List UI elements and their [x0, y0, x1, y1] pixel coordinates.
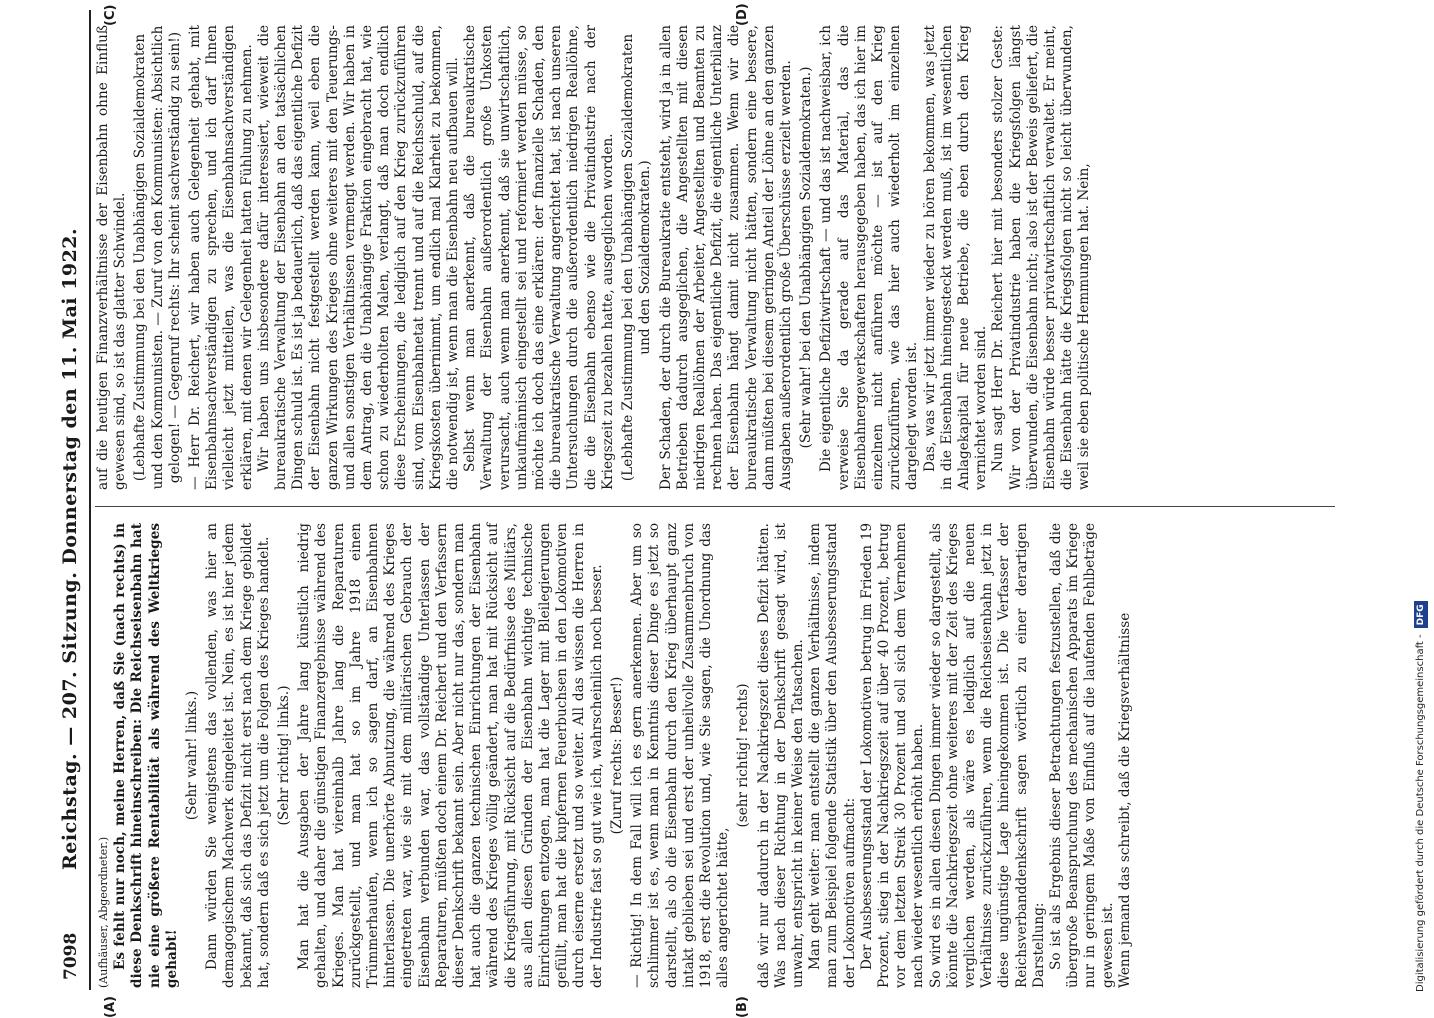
right-column-paragraph: — Herr Dr. Reichert, wir haben auch Gelegenheit gehabt, mit Eisenbahnsachverständigen zu sprechen, und ich darf Ihnen vielleicht jetzt mitteilen, was die Eisenbahnsachverständigen erklären, mit denen wir Gelegenheit hatten Fühlung zu nehmen. [187, 25, 255, 490]
margin-mark-b: (B) [735, 996, 750, 1018]
column-divider [95, 506, 1335, 507]
left-column-paragraph: So ist als Ergebnis dieser Betrachtungen festzustellen, daß die übergroße Beanspruchung des mechanischen Apparats im Kriege nur in geringem Maße von Einfluß auf die laufenden Fehlbeträge gewesen ist. [1047, 523, 1116, 988]
left-column [95, 523, 1345, 988]
left-column-paragraph: Es fehlt nur noch, meine Herren, daß Sie (nach rechts) in diese Denkschrift hineinschreiben: Die Reichseisenbahn hat nie eine größere Rentabilität als während des Weltkrieges gehabt! [112, 523, 180, 988]
right-column-paragraph: Nun sagt Herr Dr. Reichert hier mit besonders stolzer Geste: Wir von der Privatindustrie haben die Kriegsfolgen längst überwunden, die Eisenbahn nicht; also ist der Beweis geliefert, die Eisenbahn würde besser privatwirtschaftlich verwaltet. Er meint, die Eisenbahn hätte die Kriegsfolgen nicht so leicht überwunden, weil sie eben politische Hemmungen hat. Nein, [990, 25, 1093, 490]
right-column-paragraph: auf die heutigen Finanzverhältnisse der Eisenbahn ohne Einfluß gewesen sind, so ist das glatter Schwindel. [95, 25, 129, 490]
left-column-paragraph: Wenn jemand das schreibt, daß die Kriegsverhältnisse [1116, 612, 1133, 988]
left-column-paragraph: Man hat die Ausgaben der Jahre lang künstlich niedrig gehalten, und daher die günstigen Finanzergebnisse während des Krieges. Man hat viereinhalb Jahre lang die Reparaturen zurückgestellt, und man hat so im Jahre 1918 einen Trümmerhaufen, wenn ich so sagen darf, an Eisenbahnen hinterlassen. Die unerhörte Abnutzung, die während des Krieges eingetreten war, wie sie mit dem militärischen Gebrauch der Eisenbahn verbunden war, das vollständige Unterlassen der Reparaturen, müßten doch einem Dr. Reichert und den Verfassern dieser Denkschrift bekannt sein. Aber nicht nur das, sondern man hat auch die ganzen technischen Einrichtungen der Eisenbahn während des Krieges völlig geändert, man hat mit Rücksicht auf die Kriegsführung, mit Rücksicht auf die Bedürfnisse des Militärs, aus allen diesen Gründen der Eisenbahn wichtige technische Einrichtungen entzogen, man hat die Lager mit Bleilegierungen gefüllt, man hat die kupfernen Feuerbuchsen in den Lokomotiven durch eiserne ersetzt und so weiter. All das wissen die Herren in der Industrie fast so gut wie ich, wahrscheinlich noch besser. [296, 523, 605, 988]
left-column-paragraph: So wird es in allen diesen Dingen immer wieder so dargestellt, als könnte die Nachkriegszeit ohne weiteres mit der Zeit des Krieges verglichen werden, als wäre es lediglich auf die neuen Verhältnisse zurückzuführen, wenn die Reichseisenbahn jetzt in diese ungünstige Lage hineingekommen ist. Die Verfasser der Reichsverbanddenkschrift sagen wörtlich zu einer derartigen Darstellung: [927, 523, 1047, 988]
right-column-paragraph: Die eigentliche Defizitwirtschaft — und das ist nachweisbar, ich verweise Sie da gerade auf das Material, das die Eisenbahnergewerkschaften herausgegeben haben, das ich hier im einzelnen nicht anführen möchte — ist auf den Krieg zurückzuführen, wie das hier auch wiederholt im einzelnen dargelegt worden ist. [818, 25, 921, 490]
right-column [95, 25, 1345, 490]
header-rule [89, 10, 91, 990]
rotated-page [55, 3, 1355, 1018]
left-column-paragraph: (sehr richtig! rechts) [735, 683, 752, 828]
left-column-paragraph: daß wir nur dadurch in der Nachkriegszeit dieses Defizit hätten. Was nach dieser Richtung in der Denkschrift gesagt wird, ist unwahr, entspricht in keiner Weise den Tatsachen. [755, 523, 806, 988]
left-column-paragraph: Man geht weiter: man entstellt die ganzen Verhältnisse, indem man zum Beispiel folgende Statistik über den Ausbesserungsstand der Lokomotiven aufmacht: [807, 523, 858, 988]
margin-mark-a: (A) [103, 996, 118, 1018]
margin-mark-d: (D) [735, 3, 750, 26]
right-column-paragraph: Selbst wenn man anerkennt, daß die bureaukratische Verwaltung der Eisenbahn außerordentlich große Unkosten verursacht, auch wenn man anerkennt, daß sie unwirtschaftlich, unkaufmännisch eingestellt sei und reformiert werden müsse, so möchte ich doch das eine erklären: der finanzielle Schaden, den die bureaukratische Verwaltung angerichtet hat, ist nach unseren Untersuchungen durch die außerordentlich niedrigen Reallöhne, die die Eisenbahn ebenso wie die Privatindustrie nach der Kriegszeit zu bezahlen hatte, ausgeglichen worden. [462, 25, 616, 490]
page-title: Reichstag. — 207. Sitzung. Donnerstag den 11. Mai 1922. [59, 227, 81, 870]
left-column-paragraph: (Zuruf rechts: Besser!) [608, 676, 625, 835]
right-column-paragraph: Wir haben uns insbesondere dafür interessiert, wieweit die bureaukratische Verwaltung der Eisenbahn an den tatsächlichen Dingen schuld ist. Es ist ja bedauerlich, daß das eigentliche Defizit der Eisenbahn nicht festgestellt werden kann, weil eben die ganzen Wirkungen des Krieges ohne weiteres mit den Teuerungs- und allen sonstigen Verhältnissen vermengt werden. Wir haben in dem Antrag, den die Unabhängige Fraktion eingebracht hat, wie schon zu wiederholten Malen, verlangt, daß man doch endlich diese Erscheinungen, die lediglich auf den Krieg zurückzuführen sind, vom Eisenbahnetat trennt und auf die Reichsschuld, auf die Kriegskosten übernimmt, um endlich mal Klarheit zu bekommen, die notwendig ist, wenn man die Eisenbahn neu aufbauen will. [255, 25, 462, 490]
left-column-paragraph: Der Ausbesserungsstand der Lokomotiven betrug im Frieden 19 Prozent, stieg in der Nachkriegszeit auf über 40 Prozent, betrug vor dem letzten Streik 30 Prozent und soll sich dem Vernehmen nach wieder wesentlich erhöht haben. [858, 523, 927, 988]
right-column-paragraph: (Lebhafte Zustimmung bei den Unabhängigen Sozialdemokraten und den Sozialdemokraten.) [620, 33, 654, 482]
left-column-paragraph: — Richtig! In dem Fall will ich es gern anerkennen. Aber um so schlimmer ist es, wenn man in Kenntnis dieser Dinge es jetzt so darstellt, als ob die Eisenbahn durch den Krieg überhaupt ganz intakt geblieben sei und erst der unheilvolle Zusammenbruch von 1918, erst die Revolution und, wie Sie sagen, die Unordnung das alles angerichtet hätte, [629, 523, 732, 988]
digitization-note-text: Digitalisierung gefördert durch die Deutsche Forschungsgemeinschaft - [1415, 634, 1426, 992]
side-note [1412, 8, 1430, 992]
margin-mark-c: (C) [103, 4, 118, 26]
page-number: 7098 [61, 932, 81, 980]
left-column-paragraph: Dann würden Sie wenigstens das vollenden, was hier an demagogischem Machwerk eingeleitet ist. Nein, es ist hier jedem bekannt, daß sich das Defizit nicht erst nach dem Kriege gebildet hat, sondern daß es sich jetzt um die Folgen des Krieges handelt. [204, 523, 272, 988]
right-column-paragraph: (Lebhafte Zustimmung bei den Unabhängigen Sozialdemokraten und den Kommunisten. — Zuruf von den Kommunisten: Absichtlich gelogen! — Gegenruf rechts: Ihr scheint sachverständig zu sein!) [132, 25, 183, 490]
dfg-logo: DFG [1414, 601, 1428, 628]
right-column-paragraph: Das, was wir jetzt immer wieder zu hören bekommen, was jetzt in die Eisenbahn hineingesteckt werden muß, ist im wesentlichen Anlagekapital für neue Betriebe, die eben durch den Krieg vernichtet worden sind. [921, 25, 990, 490]
page-header [55, 10, 87, 990]
right-column-paragraph: Der Schaden, der durch die Bureaukratie entsteht, wird ja in allen Betrieben dadurch ausgeglichen, die Angestellten mit diesen niedrigen Reallöhnen der Arbeiter, Angestellten und Beamten zu rechnen haben. Das eigentliche Defizit, die eigentliche Unterbilanz der Eisenbahn hängt damit nicht zusammen. Wenn wir die bureaukratische Verwaltung nicht hätten, sondern eine bessere, dann müßten bei diesem geringen Anteil der Löhne an den ganzen Ausgaben außerordentlich große Überschüsse erzielt werden. [657, 25, 794, 490]
left-column-paragraph: (Sehr richtig! links.) [276, 685, 293, 826]
digitization-note [1412, 8, 1430, 992]
left-column-paragraph: (Sehr wahr! links.) [184, 690, 201, 821]
left-column-paragraph: (Aufhäuser, Abgeordneter.) [97, 836, 110, 988]
right-column-paragraph: (Sehr wahr! bei den Unabhängigen Sozialdemokraten.) [798, 66, 815, 449]
